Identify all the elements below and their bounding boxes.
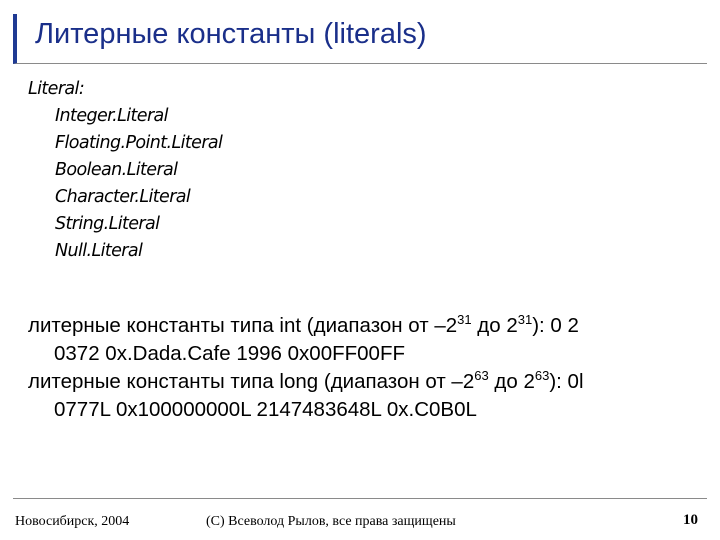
grammar-item: Integer.Literal bbox=[55, 106, 168, 126]
int-exp-low: 31 bbox=[457, 312, 472, 327]
long-suffix: ): 0l bbox=[549, 370, 584, 393]
long-literals-paragraph bbox=[28, 368, 688, 424]
slide-title: Литерные константы (literals) bbox=[35, 18, 427, 50]
long-literals-line bbox=[28, 368, 688, 396]
grammar-item: Boolean.Literal bbox=[55, 160, 178, 180]
long-exp-high: 63 bbox=[534, 368, 550, 383]
long-mid: до 2 bbox=[488, 370, 535, 393]
grammar-item: Null.Literal bbox=[55, 241, 143, 261]
long-exp-low: 63 bbox=[474, 368, 489, 383]
body-text bbox=[28, 312, 688, 424]
grammar-item: Character.Literal bbox=[55, 187, 191, 207]
footer-location: Новосибирск, 2004 bbox=[15, 514, 130, 529]
literal-grammar bbox=[28, 76, 222, 265]
page-number: 10 bbox=[683, 512, 698, 528]
long-examples: 0777L 0x100000000L 2147483648L 0x.C0B0L bbox=[54, 398, 477, 421]
int-exp-high: 31 bbox=[517, 312, 533, 327]
int-literals-paragraph bbox=[28, 312, 688, 368]
int-mid: до 2 bbox=[471, 314, 518, 337]
grammar-head: Literal: bbox=[28, 79, 85, 99]
int-examples: 0372 0x.Dada.Cafe 1996 0x00FF00FF bbox=[54, 342, 405, 365]
int-literals-line bbox=[28, 312, 688, 340]
int-suffix: ): 0 2 bbox=[532, 314, 579, 337]
footer-divider bbox=[13, 498, 707, 499]
grammar-item: String.Literal bbox=[55, 214, 160, 234]
long-prefix: литерные константы типа long (диапазон от –2 bbox=[28, 370, 475, 393]
grammar-item: Floating.Point.Literal bbox=[55, 133, 223, 153]
title-bar bbox=[13, 14, 707, 64]
footer-copyright: (C) Всеволод Рылов, все права защищены bbox=[206, 514, 456, 529]
int-prefix: литерные константы типа int (диапазон от –2 bbox=[28, 314, 458, 337]
